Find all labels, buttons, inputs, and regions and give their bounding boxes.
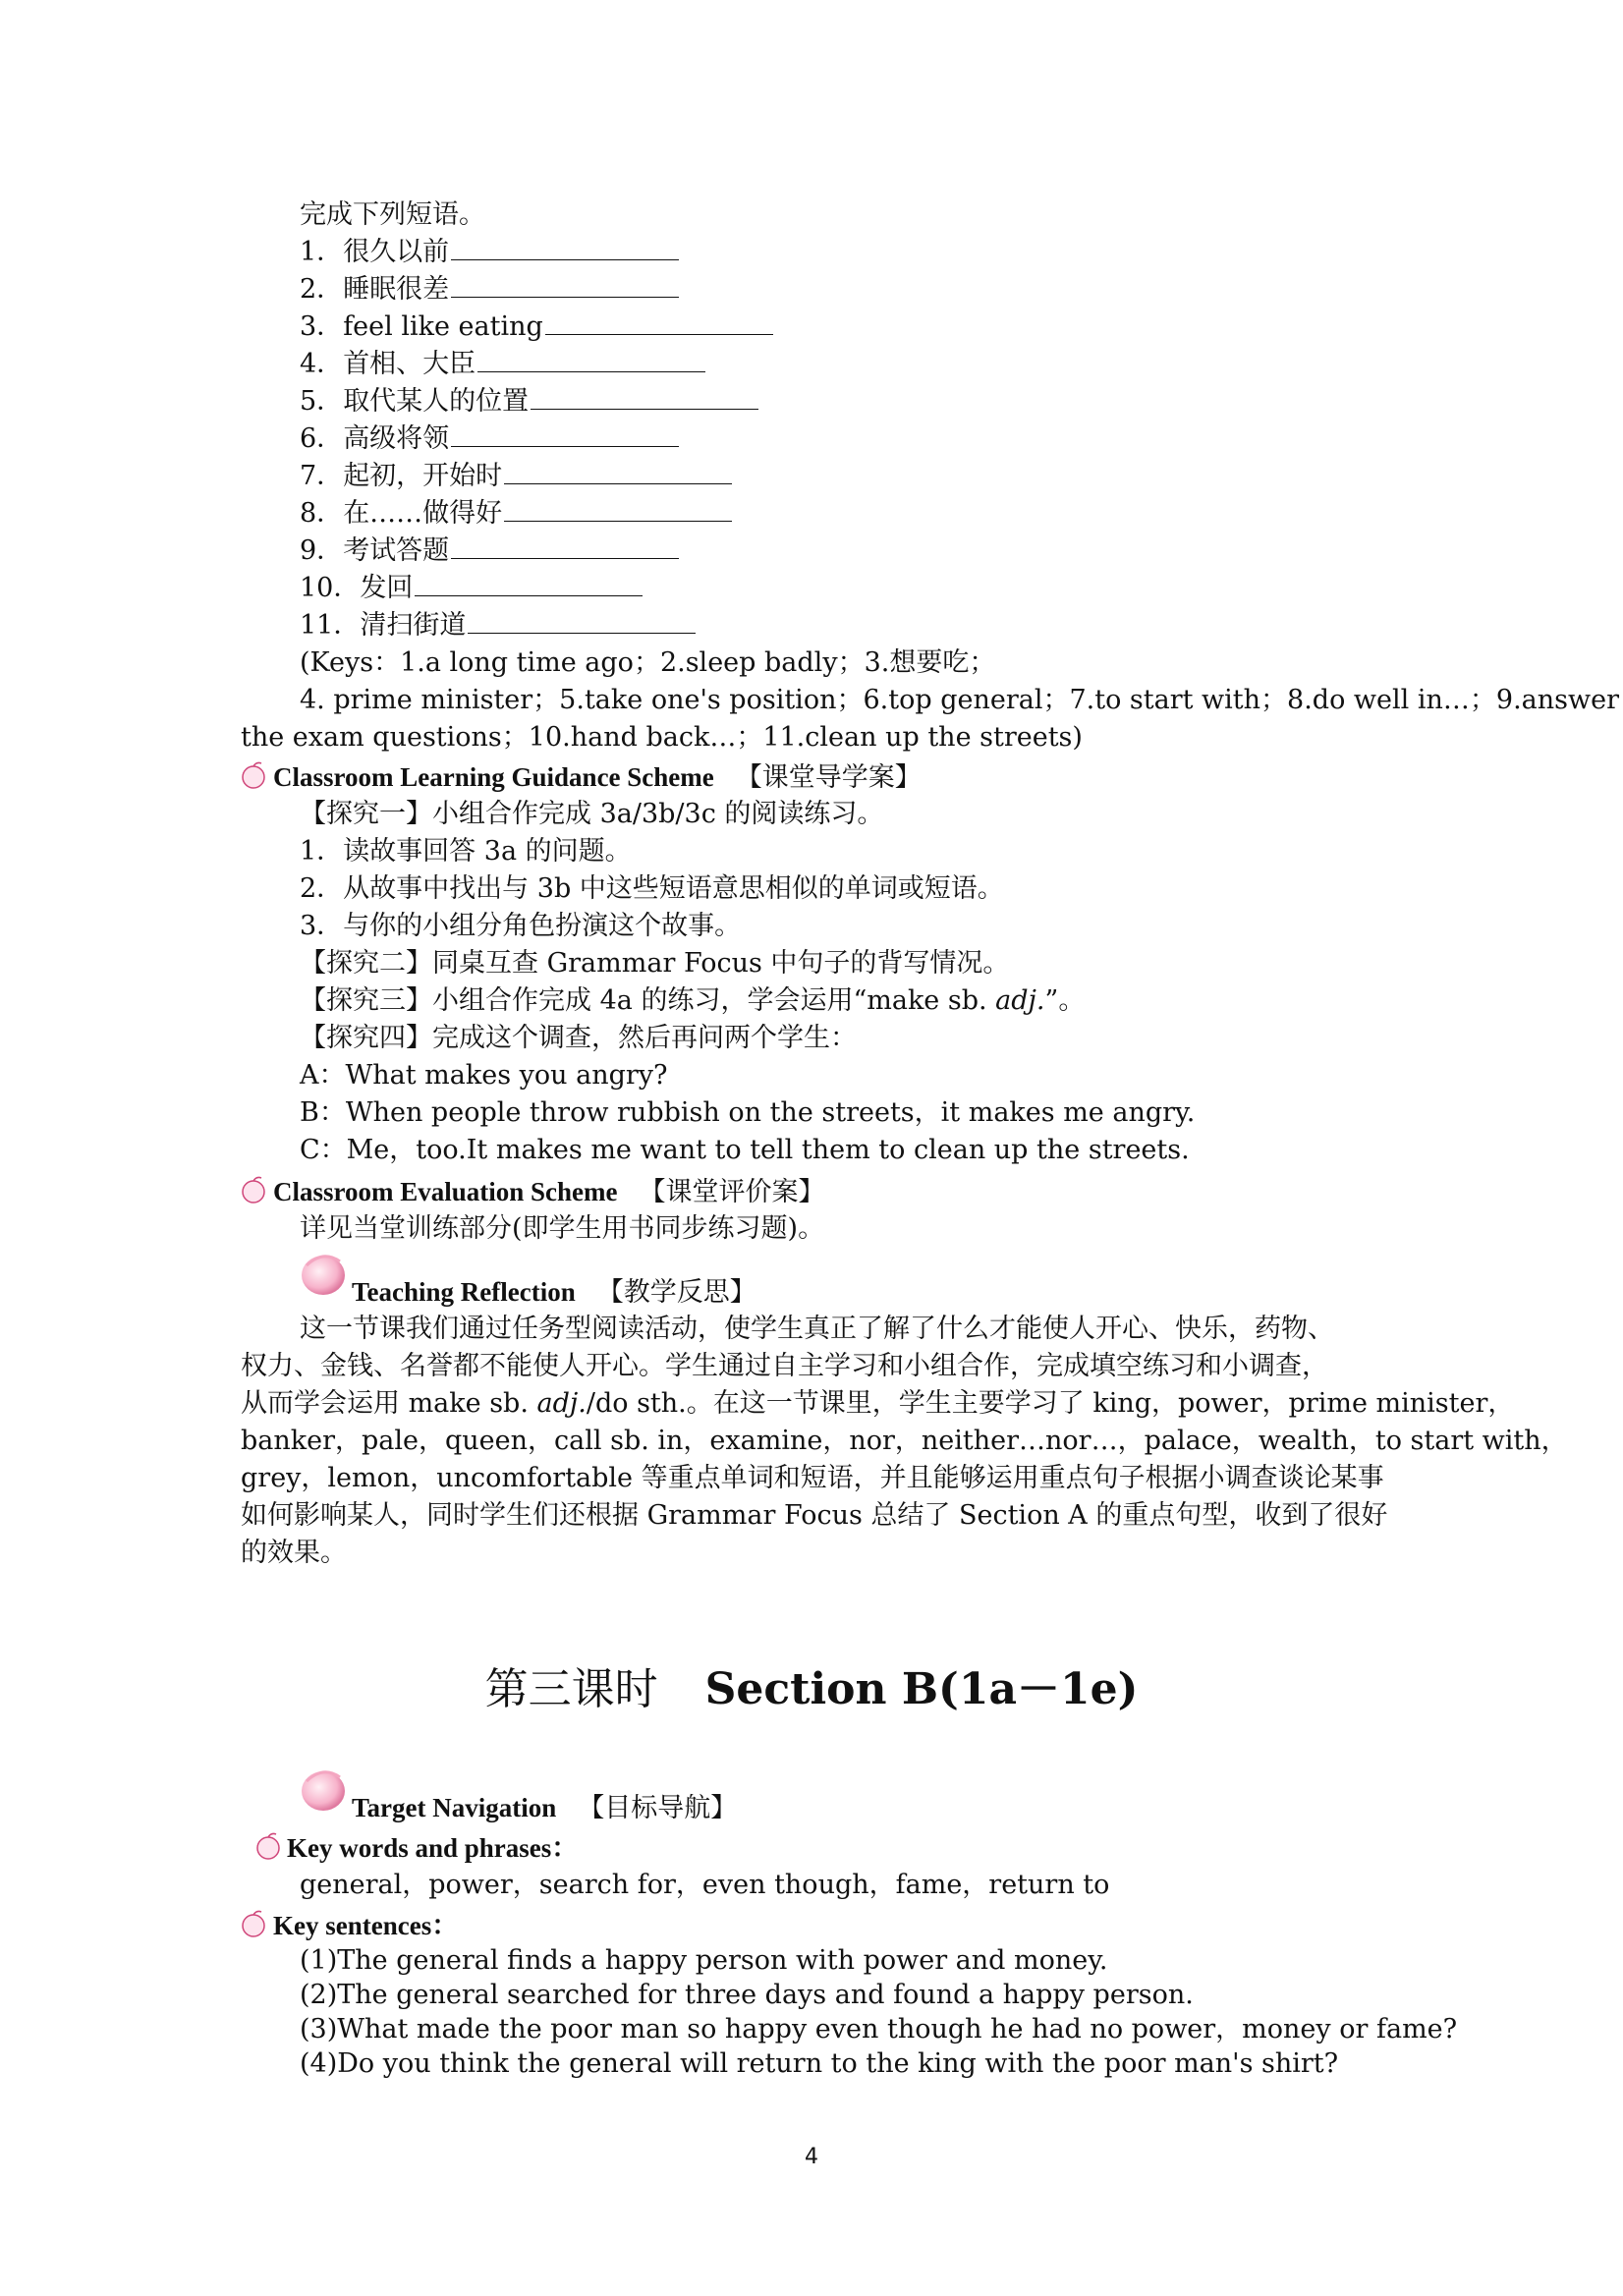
- answer-blank[interactable]: [468, 607, 696, 634]
- item-number: 8．: [300, 498, 344, 529]
- apple-icon: [239, 1909, 268, 1938]
- answer-blank[interactable]: [451, 532, 679, 559]
- heading-en: Teaching Reflection: [352, 1277, 576, 1307]
- item-text: 起初，开始时: [343, 461, 503, 491]
- phrase-item: [300, 308, 773, 346]
- phrase-item: [300, 271, 679, 308]
- peach-icon: [297, 1246, 350, 1299]
- lesson-title-zh: 第三课时: [484, 1664, 658, 1714]
- answer-keys-line: (Keys：1.a long time ago；2.sleep badly；3.想要吃；: [300, 647, 996, 678]
- key-sentences-heading: [273, 1907, 458, 1945]
- heading-zh: 【教学反思】: [596, 1277, 756, 1308]
- italic-part: adj.: [536, 1388, 587, 1419]
- phrase-item: [300, 420, 679, 458]
- phrase-item: [300, 570, 643, 607]
- guidance-line: 3．与你的小组分角色扮演这个故事。: [300, 911, 742, 941]
- answer-blank[interactable]: [477, 346, 705, 372]
- apple-icon: [239, 760, 268, 790]
- item-text: 考试答题: [343, 535, 450, 566]
- text-part: 从而学会运用 make sb.: [241, 1388, 537, 1419]
- phrase-item: [300, 234, 679, 271]
- heading-zh: 【目标导航】: [578, 1793, 738, 1823]
- item-text: 发回: [360, 573, 414, 603]
- reflection-heading: [352, 1273, 756, 1312]
- heading-zh: 【课堂评价案】: [639, 1177, 825, 1207]
- evaluation-text: 详见当堂训练部分(即学生用书同步练习题)。: [300, 1213, 825, 1244]
- dialogue-line: B：When people throw rubbish on the streets，it makes me angry.: [300, 1097, 1196, 1128]
- heading-zh: 【课堂导学案】: [735, 762, 922, 793]
- item-number: 4．: [300, 349, 344, 379]
- item-text: 在……做得好: [343, 498, 503, 529]
- item-number: 3．: [300, 311, 344, 342]
- heading-en: Key sentences：: [273, 1911, 459, 1940]
- key-sentence: (2)The general searched for three days and found a happy person.: [300, 1980, 1194, 2010]
- item-number: 9．: [300, 535, 344, 566]
- answer-keys-line: 4. prime minister；5.take one's position；6.top general；7.to start with；8.do well in…；9.answer: [300, 685, 1619, 715]
- item-text: 高级将领: [343, 423, 450, 454]
- item-text: 首相、大臣: [343, 349, 476, 379]
- heading-en: Classroom Evaluation Scheme: [273, 1177, 618, 1206]
- answer-blank[interactable]: [545, 308, 773, 335]
- item-number: 6．: [300, 423, 344, 454]
- item-number: 1．: [300, 237, 344, 267]
- page-number: 4: [805, 2145, 818, 2169]
- answer-blank[interactable]: [451, 234, 679, 260]
- answer-blank[interactable]: [451, 271, 679, 298]
- reflection-line: grey，lemon，uncomfortable 等重点单词和短语，并且能够运用重点句子根据小调查谈论某事: [241, 1463, 1384, 1493]
- target-heading: [352, 1789, 737, 1827]
- key-sentence: (3)What made the poor man so happy even though he had no power，money or fame?: [300, 2014, 1458, 2044]
- guidance-line: 【探究一】小组合作完成 3a/3b/3c 的阅读练习。: [300, 799, 884, 829]
- item-number: 11．: [300, 610, 361, 641]
- heading-en: Classroom Learning Guidance Scheme: [273, 762, 714, 792]
- key-words-heading: [287, 1829, 578, 1868]
- answer-blank[interactable]: [451, 420, 679, 447]
- reflection-line: 权力、金钱、名誉都不能使人开心。学生通过自主学习和小组合作，完成填空练习和小调查，: [241, 1351, 1328, 1381]
- phrase-item: [300, 458, 732, 495]
- heading-en: Target Navigation: [352, 1793, 557, 1822]
- item-text: feel like eating: [343, 311, 543, 342]
- item-text: 取代某人的位置: [343, 386, 530, 417]
- peach-icon: [297, 1762, 350, 1815]
- item-number: 10．: [300, 573, 361, 603]
- dialogue-line: A：What makes you angry?: [300, 1060, 668, 1091]
- phrase-item: [300, 495, 732, 532]
- key-sentence: (1)The general finds a happy person with power and money.: [300, 1945, 1108, 1976]
- item-number: 7．: [300, 461, 344, 491]
- item-number: 2．: [300, 274, 344, 305]
- phrase-item: [300, 607, 696, 644]
- text-part: /do sth.。在这一节课里，学生主要学习了 king，power，prime minister，: [586, 1388, 1515, 1419]
- guidance-line: 2．从故事中找出与 3b 中这些短语意思相似的单词或短语。: [300, 873, 1004, 904]
- lesson-title-en: Section B(1a－1e): [704, 1664, 1139, 1714]
- key-words-text: general，power，search for，even though，fame，return to: [300, 1870, 1110, 1900]
- text-part: ”。: [1044, 985, 1086, 1016]
- italic-part: adj.: [995, 985, 1045, 1016]
- item-number: 5．: [300, 386, 344, 417]
- phrase-item: [300, 532, 679, 570]
- item-text: 睡眠很差: [343, 274, 450, 305]
- reflection-line: [241, 1385, 1515, 1423]
- phrases-intro: 完成下列短语。: [300, 199, 485, 230]
- guidance-line: 【探究二】同桌互查 Grammar Focus 中句子的背写情况。: [300, 948, 1010, 979]
- guidance-heading: [273, 758, 922, 797]
- heading-en: Key words and phrases：: [287, 1833, 579, 1863]
- apple-icon: [253, 1831, 283, 1861]
- guidance-line: 【探究四】完成这个调查，然后再问两个学生：: [300, 1023, 857, 1053]
- answer-keys-line: the exam questions；10.hand back…；11.clean up the streets): [241, 722, 1083, 753]
- answer-blank[interactable]: [415, 570, 643, 596]
- dialogue-line: C：Me，too.It makes me want to tell them to clean up the streets.: [300, 1135, 1190, 1165]
- phrase-item: [300, 346, 705, 383]
- answer-blank[interactable]: [531, 383, 758, 410]
- reflection-line: 如何影响某人，同时学生们还根据 Grammar Focus 总结了 Section A 的重点句型，收到了很好: [241, 1500, 1388, 1531]
- item-text: 很久以前: [343, 237, 450, 267]
- evaluation-heading: [273, 1173, 825, 1211]
- answer-blank[interactable]: [504, 458, 732, 484]
- lesson-title: [0, 1660, 1623, 1719]
- apple-icon: [239, 1175, 268, 1204]
- guidance-line: [300, 982, 1085, 1020]
- key-sentence: (4)Do you think the general will return to the king with the poor man's shirt?: [300, 2048, 1339, 2079]
- phrase-item: [300, 383, 758, 420]
- answer-blank[interactable]: [504, 495, 732, 522]
- text-part: 【探究三】小组合作完成 4a 的练习，学会运用“make sb.: [300, 985, 996, 1016]
- guidance-line: 1．读故事回答 3a 的问题。: [300, 836, 632, 867]
- item-text: 清扫街道: [360, 610, 467, 641]
- reflection-line: 这一节课我们通过任务型阅读活动，使学生真正了解了什么才能使人开心、快乐，药物、: [300, 1314, 1334, 1344]
- reflection-line: banker，pale，queen，call sb. in，examine，nor，neither…nor…，palace，wealth，to start with，: [241, 1426, 1568, 1456]
- reflection-line: 的效果。: [241, 1538, 347, 1568]
